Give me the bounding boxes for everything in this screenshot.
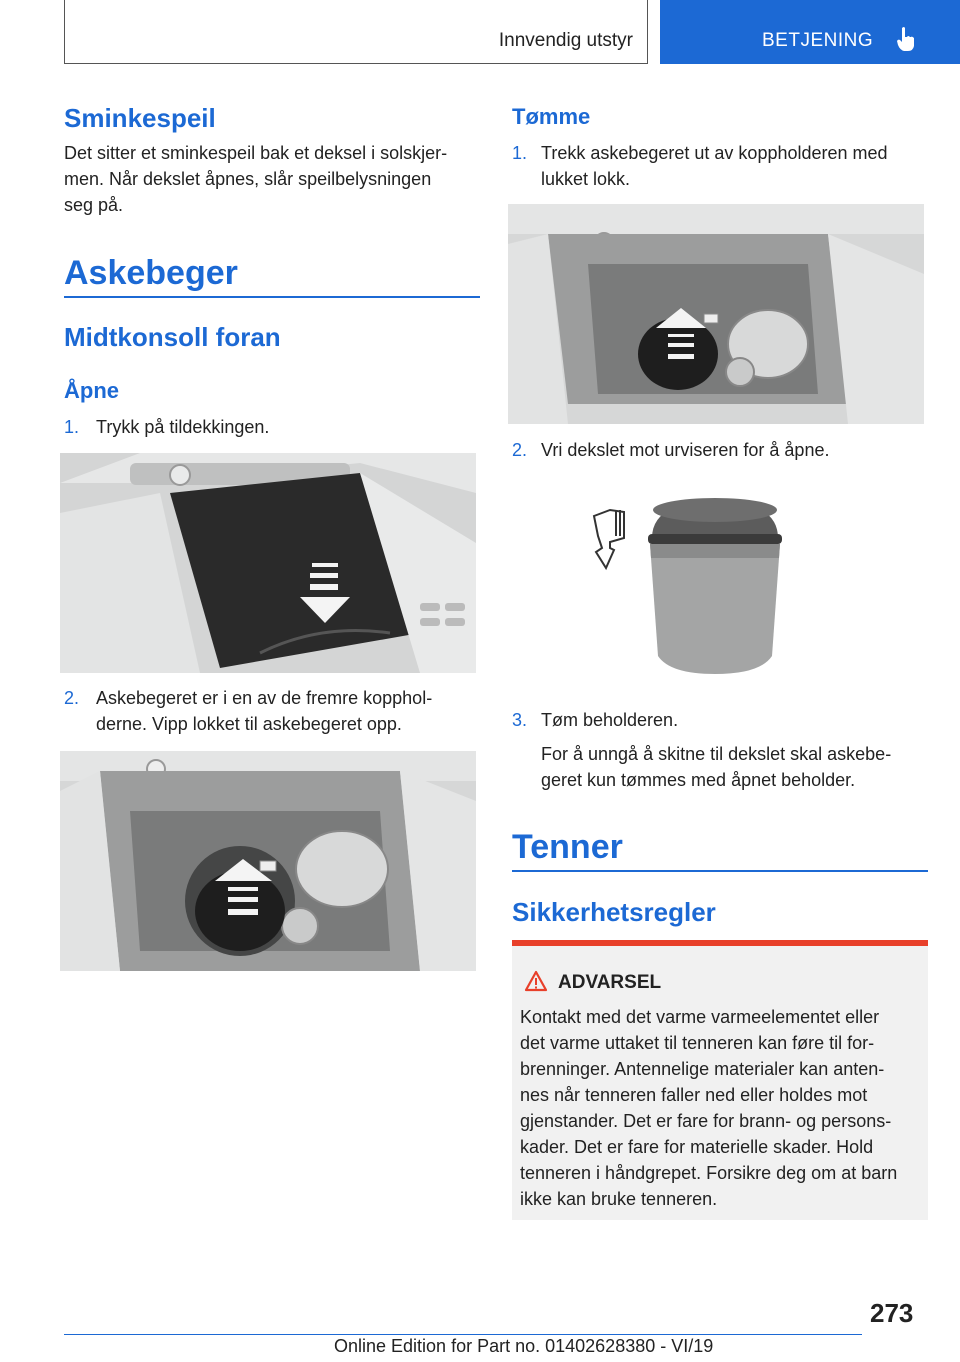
text-line: lukket lokk. (541, 169, 631, 189)
step-note (541, 741, 931, 793)
header-chapter-title: BETJENING (762, 30, 874, 51)
footer-edition: Online Edition for Part no. 01402628380 - VI/19 (334, 1336, 714, 1356)
pull-out-ashtray-illustration (508, 204, 924, 424)
step-text (541, 140, 931, 192)
text-line: nes når tenneren faller ned eller holdes mot (520, 1085, 868, 1105)
step-number: 3. (512, 710, 528, 730)
text-line: Kontakt med det varme varmeelementet eller (520, 1007, 880, 1027)
ashtray-container-illustration (580, 488, 800, 680)
header-section-title: Innvendig utstyr (498, 30, 633, 51)
step-text: Tøm beholderen. (541, 710, 679, 730)
text-line: tenneren i håndgrepet. Forsikre deg om at barn (520, 1163, 898, 1183)
text-line: derne. Vipp lokket til askebegeret opp. (96, 714, 402, 734)
tenner-heading: Tenner (512, 828, 623, 866)
step-text (96, 685, 486, 737)
step-number: 1. (512, 143, 528, 163)
warning-text (520, 1004, 924, 1212)
heading-rule (64, 296, 480, 298)
text-line: ikke kan bruke tenneren. (520, 1189, 718, 1209)
text-line: geret kun tømmes med åpnet beholder. (541, 770, 856, 790)
text-line: Trekk askebegeret ut av koppholderen med (541, 143, 888, 163)
step-number: 2. (64, 688, 80, 708)
cupholder-ashtray-illustration (60, 751, 476, 971)
sminkespeil-heading: Sminkespeil (64, 103, 216, 133)
warning-triangle-icon (524, 970, 548, 992)
heading-rule (512, 870, 928, 872)
step-text: Vri dekslet mot urviseren for å åpne. (541, 440, 830, 460)
midtkonsoll-heading: Midtkonsoll foran (64, 322, 281, 352)
step-number: 2. (512, 440, 528, 460)
text-line: gjenstander. Det er fare for brann- og persons- (520, 1111, 892, 1131)
step-number: 1. (64, 417, 80, 437)
sminkespeil-paragraph (64, 140, 484, 218)
text-line: brenninger. Antennelige materialer kan anten- (520, 1059, 885, 1079)
warning-label: ADVARSEL (558, 972, 662, 993)
text-line: Det sitter et sminkespeil bak et deksel i solskjer- (64, 143, 448, 163)
step-text: Trykk på tildekkingen. (96, 417, 270, 437)
footer-rule (64, 1334, 862, 1335)
apne-heading: Åpne (64, 378, 119, 403)
header-chapter-tab (660, 0, 960, 64)
sikkerhetsregler-heading: Sikkerhetsregler (512, 897, 716, 927)
header-section-tab (64, 0, 648, 64)
tomme-heading: Tømme (512, 104, 591, 129)
askebeger-heading: Askebeger (64, 254, 238, 292)
text-line: men. Når dekslet åpnes, slår speilbelysningen (64, 169, 432, 189)
text-line: kader. Det er fare for materielle skader. Hold (520, 1137, 874, 1157)
warning-box (512, 940, 928, 1220)
text-line: seg på. (64, 195, 124, 215)
hand-pointer-icon (896, 26, 916, 52)
page-number: 273 (870, 1298, 914, 1328)
text-line: det varme uttaket til tenneren kan føre til for- (520, 1033, 875, 1053)
console-cover-illustration (60, 453, 476, 673)
text-line: Askebegeret er i en av de fremre kopphol- (96, 688, 433, 708)
text-line: For å unngå å skitne til dekslet skal askebe- (541, 744, 892, 764)
